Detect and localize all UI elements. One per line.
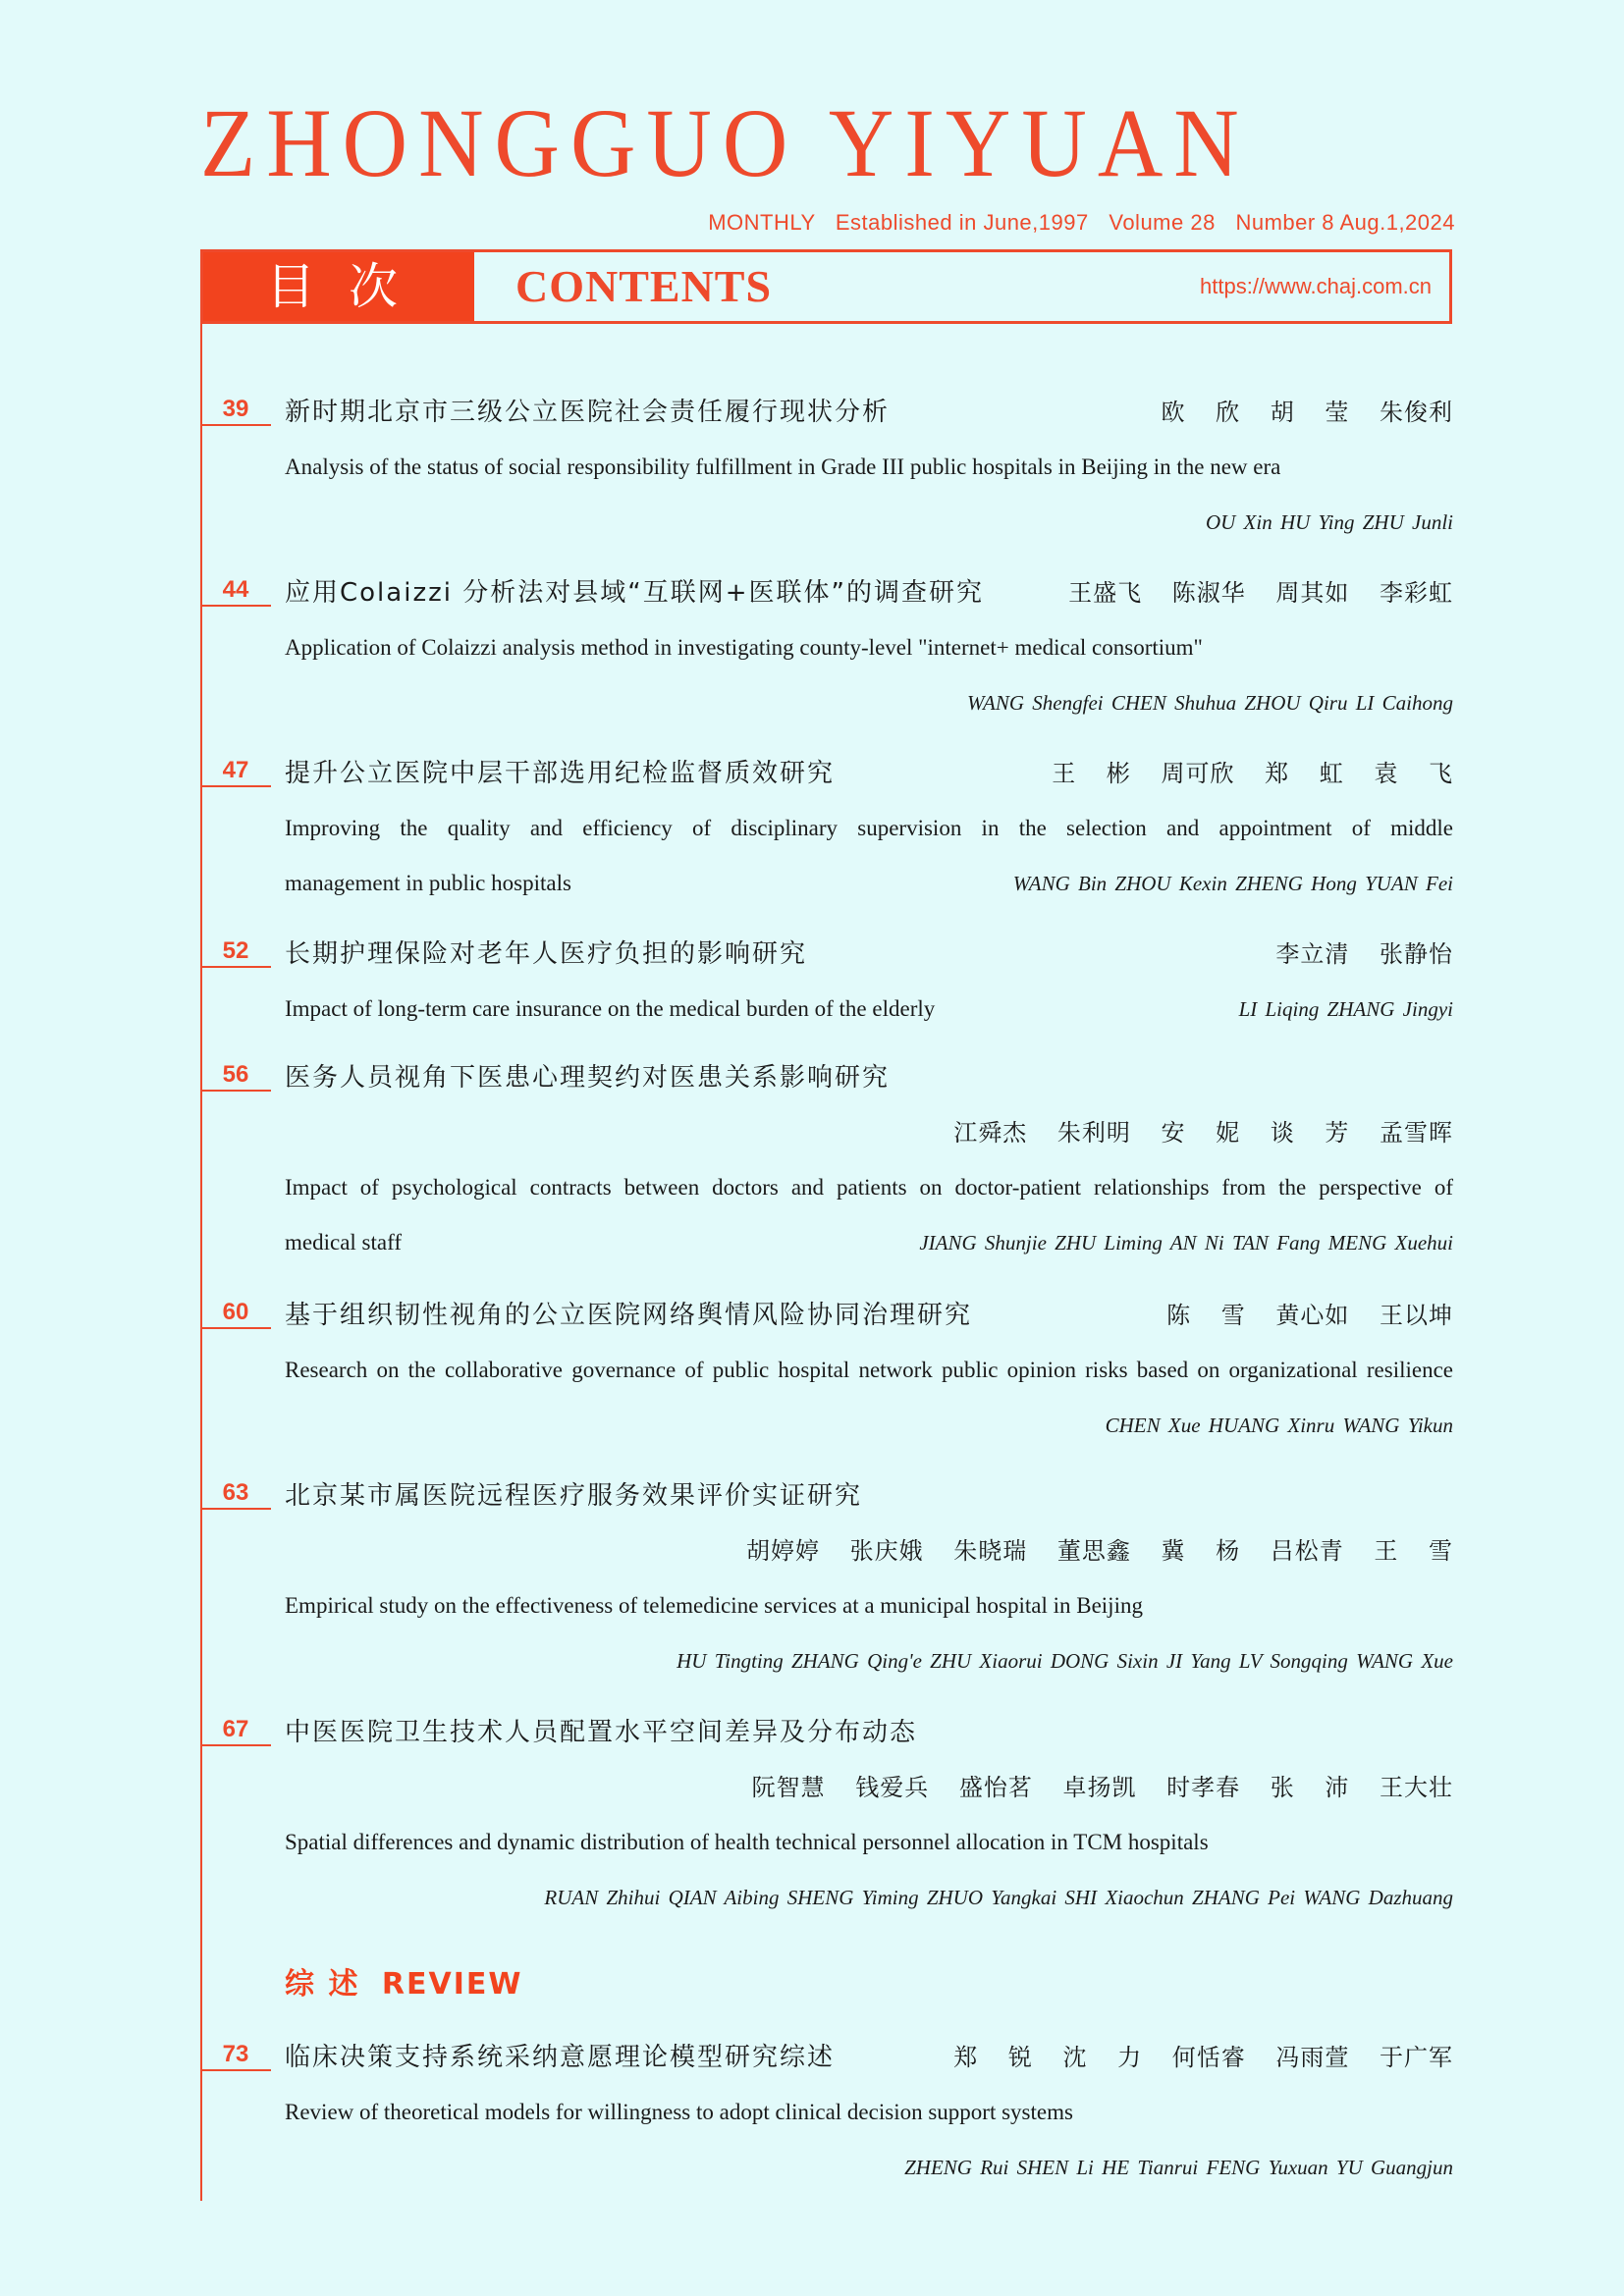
en-title-line-1[interactable]: Impact of psychological contracts between doctors and patients on doctor-patient relationships from the perspective of <box>285 1175 1453 1200</box>
issue-frequency: MONTHLY <box>708 210 816 235</box>
page-number: 39 <box>200 395 271 426</box>
en-title[interactable]: Impact of long-term care insurance on the medical burden of the elderly <box>285 996 936 1021</box>
review-cn-label: 综 述 <box>285 1967 360 2002</box>
cn-title[interactable]: 应用Colaizzi 分析法对县域“互联网+医联体”的调查研究 <box>285 578 984 608</box>
page-number: 67 <box>200 1715 271 1746</box>
journal-masthead: ZHONGGUO YIYUAN <box>200 88 1250 197</box>
review-en-label: REVIEW <box>381 1967 523 2002</box>
cn-authors: 王 彬 周可欣 郑 虹 袁 飞 <box>1052 760 1453 787</box>
cn-title[interactable]: 基于组织韧性视角的公立医院网络舆情风险协同治理研究 <box>285 1301 973 1330</box>
en-authors: ZHENG Rui SHEN Li HE Tianrui FENG Yuxuan YU Guangjun <box>904 2156 1453 2179</box>
cn-authors: 郑 锐 沈 力 何恬睿 冯雨萱 于广军 <box>953 2044 1453 2071</box>
en-title[interactable]: Empirical study on the effectiveness of telemedicine services at a municipal hospital in Beijing <box>285 1593 1143 1618</box>
cn-authors: 陈 雪 黄心如 王以坤 <box>1166 1302 1453 1329</box>
journal-url-link[interactable]: https://www.chaj.com.cn <box>1200 274 1432 298</box>
en-authors: CHEN Xue HUANG Xinru WANG Yikun <box>1105 1414 1453 1437</box>
en-title[interactable]: Application of Colaizzi analysis method in investigating county-level "internet+ medical consortium" <box>285 635 1203 660</box>
cn-authors: 欧 欣 胡 莹 朱俊利 <box>1161 399 1453 426</box>
cn-title[interactable]: 中医医院卫生技术人员配置水平空间差异及分布动态 <box>285 1718 918 1747</box>
contents-cn-label: 目次 <box>203 252 474 321</box>
issue-established: Established in June,1997 <box>835 210 1089 235</box>
en-title-line-1[interactable]: Improving the quality and efficiency of disciplinary supervision in the selection and appointment of middle <box>285 816 1453 840</box>
en-authors: LI Liqing ZHANG Jingyi <box>1238 997 1453 1021</box>
en-title-line-2[interactable]: medical staff <box>285 1230 402 1255</box>
en-authors: JIANG Shunjie ZHU Liming AN Ni TAN Fang MENG Xuehui <box>919 1231 1453 1255</box>
en-title[interactable]: Review of theoretical models for willingness to adopt clinical decision support systems <box>285 2100 1073 2124</box>
en-authors: HU Tingting ZHANG Qing'e ZHU Xiaorui DONG Sixin JI Yang LV Songqing WANG Xue <box>677 1649 1453 1673</box>
cn-authors: 江舜杰 朱利明 安 妮 谈 芳 孟雪晖 <box>953 1119 1453 1147</box>
cn-authors: 李立清 张静怡 <box>1275 940 1453 968</box>
en-authors: WANG Shengfei CHEN Shuhua ZHOU Qiru LI Caihong <box>967 691 1453 715</box>
page-number: 44 <box>200 575 271 607</box>
cn-title[interactable]: 医务人员视角下医患心理契约对医患关系影响研究 <box>285 1063 891 1093</box>
issue-volume: Volume 28 <box>1109 210 1216 235</box>
issue-info <box>708 210 1455 236</box>
en-title[interactable]: Spatial differences and dynamic distribution of health technical personnel allocation in TCM hospitals <box>285 1830 1209 1854</box>
cn-authors: 阮智慧 钱爱兵 盛怡茗 卓扬凯 时孝春 张 沛 王大壮 <box>751 1774 1453 1801</box>
page-number: 52 <box>200 936 271 968</box>
page-number: 60 <box>200 1298 271 1329</box>
cn-title[interactable]: 新时期北京市三级公立医院社会责任履行现状分析 <box>285 398 891 427</box>
contents-banner <box>200 249 1452 324</box>
cn-authors: 王盛飞 陈淑华 周其如 李彩虹 <box>1068 579 1453 607</box>
review-section-heading <box>285 1959 522 2002</box>
cn-title[interactable]: 临床决策支持系统采纳意愿理论模型研究综述 <box>285 2043 836 2072</box>
page-number: 47 <box>200 756 271 787</box>
cn-authors: 胡婷婷 张庆娥 朱晓瑞 董思鑫 冀 杨 吕松青 王 雪 <box>745 1537 1453 1565</box>
cn-title[interactable]: 长期护理保险对老年人医疗负担的影响研究 <box>285 939 808 969</box>
en-authors: RUAN Zhihui QIAN Aibing SHENG Yiming ZHUO Yangkai SHI Xiaochun ZHANG Pei WANG Dazhuang <box>544 1886 1453 1909</box>
en-title-line-2[interactable]: management in public hospitals <box>285 871 571 895</box>
page-number: 56 <box>200 1060 271 1092</box>
en-authors: WANG Bin ZHOU Kexin ZHENG Hong YUAN Fei <box>1012 872 1453 895</box>
en-title[interactable]: Analysis of the status of social responsibility fulfillment in Grade III public hospitals in Beijing in the new era <box>285 454 1281 479</box>
contents-en-label: CONTENTS <box>515 261 773 311</box>
cn-title[interactable]: 提升公立医院中层干部选用纪检监督质效研究 <box>285 759 836 788</box>
issue-number-date: Number 8 Aug.1,2024 <box>1235 210 1455 235</box>
cn-title[interactable]: 北京某市属医院远程医疗服务效果评价实证研究 <box>285 1481 863 1511</box>
en-authors: OU Xin HU Ying ZHU Junli <box>1205 510 1453 534</box>
page-number: 63 <box>200 1478 271 1510</box>
en-title[interactable]: Research on the collaborative governance of public hospital network public opinion risks based on organizational resilience <box>285 1358 1453 1382</box>
page-number: 73 <box>200 2040 271 2071</box>
